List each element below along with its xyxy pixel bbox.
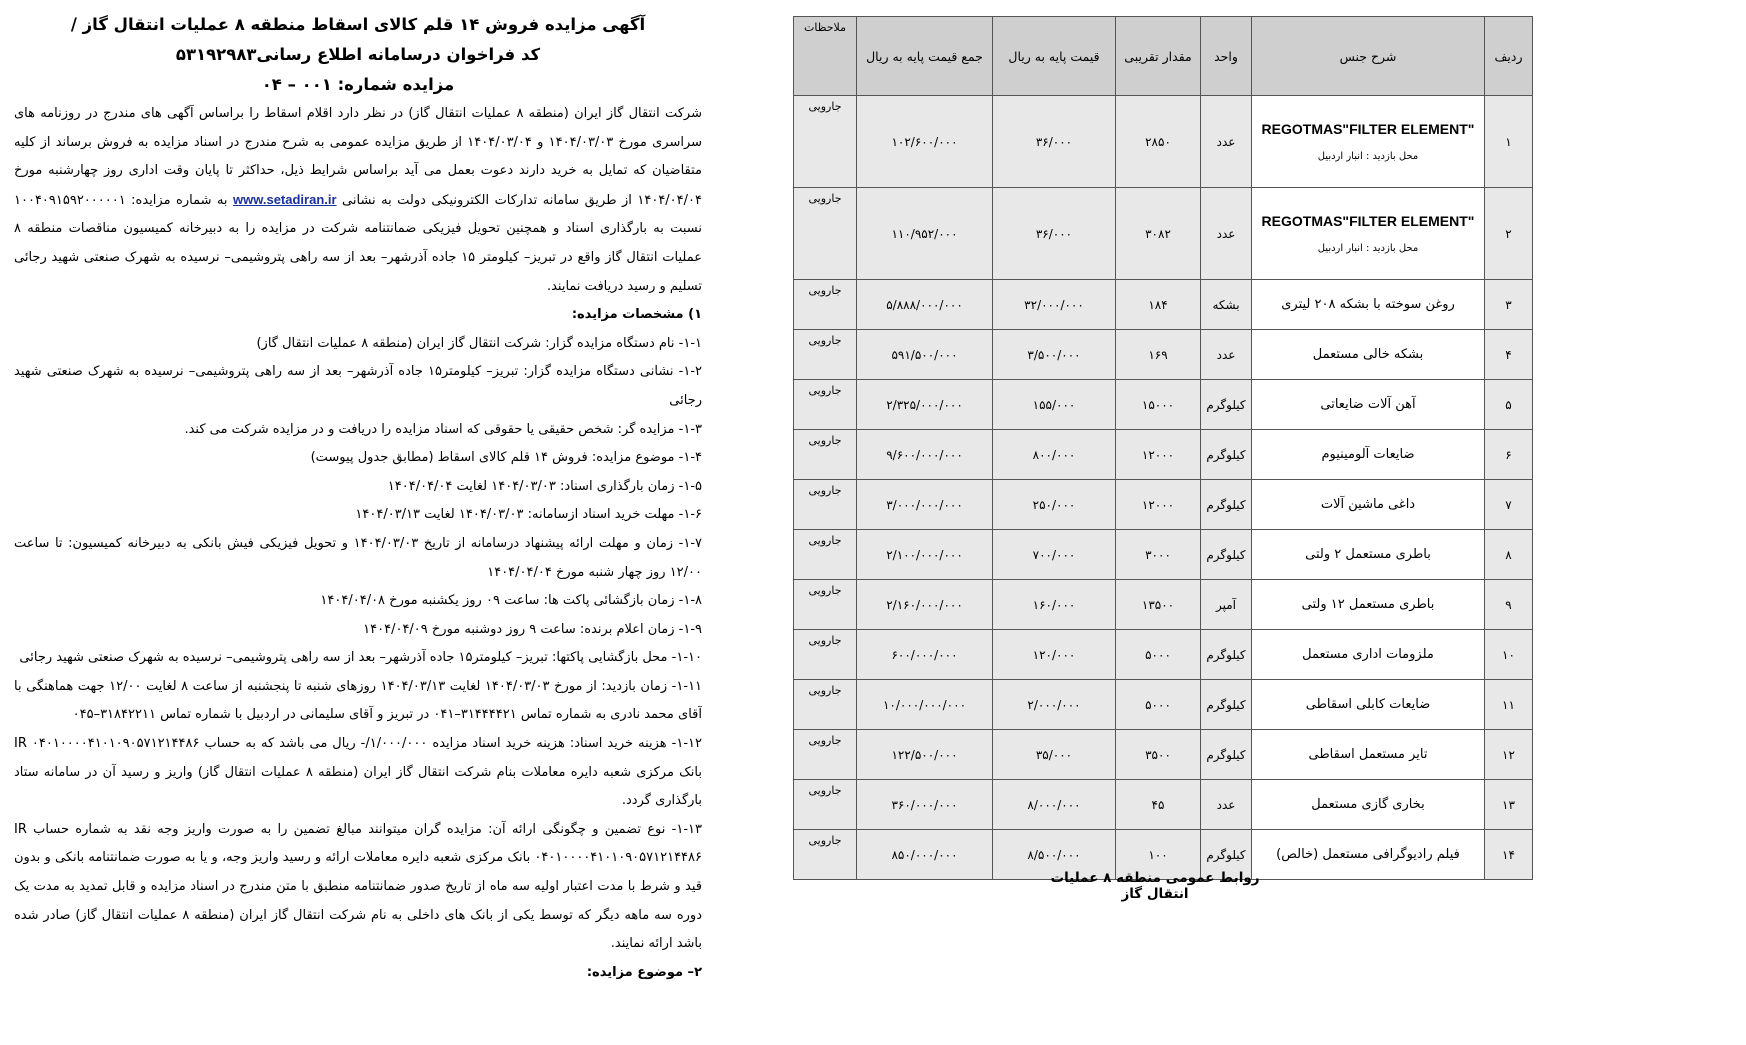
header-base-price: قیمت پایه به ریال [993, 17, 1116, 96]
spec-item: ۱-۱۲- هزینه خرید اسناد: هزینه خرید اسناد مزایده ۱/۰۰۰/۰۰۰/- ریال می باشد که به حساب IR ۰۴۰۱۰۰۰۰۴۱۰۱۰۹۰۵۷۱۲۱۴۴۸۶ بانک مرکزی شعبه دایره معاملات بنام شرکت انتقال گاز ایران (منطقه ۸ عملیات انتقال گاز) واریز و رسید آن در سامانه ستاد بارگذاری گردد. [14, 736, 702, 809]
cell-base-price: ۱۶۰/۰۰۰ [993, 580, 1116, 630]
cell-base-price: ۸۰۰/۰۰۰ [993, 430, 1116, 480]
cell-total-price: ۱۱۰/۹۵۲/۰۰۰ [857, 188, 993, 280]
section-1-heading: ۱) مشخصات مزایده: [571, 307, 702, 323]
cell-base-price: ۲۵۰/۰۰۰ [993, 480, 1116, 530]
cell-unit: کیلوگرم [1201, 380, 1252, 430]
cell-base-price: ۸/۰۰۰/۰۰۰ [993, 780, 1116, 830]
header-quantity: مقدار تقریبی [1116, 17, 1201, 96]
spec-item: ۱-۱۰- محل بازگشایی پاکتها: تبریز– کیلومتر۱۵ جاده آذرشهر– بعد از سه راهی پتروشیمی– نرسیده به شهرک صنعتی شهید رجائی [19, 650, 702, 666]
cell-description [1252, 96, 1485, 188]
cell-total-price: ۱۰/۰۰۰/۰۰۰/۰۰۰ [857, 680, 993, 730]
cell-notes: جارویی [794, 780, 857, 830]
cell-unit: عدد [1201, 330, 1252, 380]
visit-location: محل بازدید : انبار اردبیل [1317, 243, 1419, 254]
intro-text-a: شرکت انتقال گاز ایران (منطقه ۸ عملیات انتقال گاز) در نظر دارد اقلام اسقاط را براساس آگهی های مندرج در روزنامه های سراسری مورخ ۱۴۰۴/۰۳/۰۳ و ۱۴۰۴/۰۳/۰۴ از طریق مزایده عمومی به شرح مندرج در اسناد مزایده به فروش برساند از کلیه متقاضیان که تمایل به خرید دارند دعوت بعمل می آید براساس شرایط ذیل، حداکثر تا پایان وقت اداری روز چهارشنبه مورخ ۱۴۰۴/۰۴/۰۴ از طریق سامانه تدارکات الکترونیکی دولت به نشانی [14, 106, 702, 208]
cell-quantity: ۱۶۹ [1116, 330, 1201, 380]
cell-unit: کیلوگرم [1201, 680, 1252, 730]
spec-item: ۱-۹- زمان اعلام برنده: ساعت ۹ روز دوشنبه مورخ ۱۴۰۴/۰۴/۰۹ [363, 621, 702, 637]
item-name: REGOTMAS"FILTER ELEMENT" [1261, 121, 1475, 137]
cell-quantity: ۵۰۰۰ [1116, 680, 1201, 730]
cell-row-number: ۱۲ [1485, 730, 1533, 780]
cell-quantity: ۱۲۰۰۰ [1116, 430, 1201, 480]
spec-item: ۱-۱- نام دستگاه مزایده گزار: شرکت انتقال گاز ایران (منطقه ۸ عملیات انتقال گاز) [256, 335, 702, 351]
cell-unit: کیلوگرم [1201, 530, 1252, 580]
cell-total-price: ۲/۱۶۰/۰۰۰/۰۰۰ [857, 580, 993, 630]
setadiran-link[interactable]: www.setadiran.ir [233, 191, 337, 207]
cell-description: بشکه خالی مستعمل [1252, 330, 1485, 380]
cell-description: داغی ماشین آلات [1252, 480, 1485, 530]
cell-unit: عدد [1201, 188, 1252, 280]
announcement-code: کد فراخوان درسامانه اطلاع رسانی۵۳۱۹۲۹۸۳ [175, 45, 541, 64]
table-row [794, 630, 1533, 680]
cell-description [1252, 188, 1485, 280]
cell-description: فیلم رادیوگرافی مستعمل (خالص) [1252, 830, 1485, 880]
spec-item: ۱-۳- مزایده گر: شخص حقیقی یا حقوقی که اسناد مزایده را دریافت و در مزایده شرکت می کند. [184, 421, 702, 437]
cell-notes: جارویی [794, 380, 857, 430]
cell-description: ملزومات اداری مستعمل [1252, 630, 1485, 680]
table-row [794, 330, 1533, 380]
table-row [794, 530, 1533, 580]
cell-total-price: ۸۵۰/۰۰۰/۰۰۰ [857, 830, 993, 880]
intro-paragraph [14, 100, 702, 301]
announcement-title: آگهی مزایده فروش ۱۴ قلم کالای اسقاط منطقه ۸ عملیات انتقال گاز / [70, 15, 646, 34]
cell-unit: کیلوگرم [1201, 830, 1252, 880]
announcement [14, 10, 702, 1040]
cell-quantity: ۴۵ [1116, 780, 1201, 830]
cell-notes: جارویی [794, 480, 857, 530]
cell-description: ضایعات کابلی اسقاطی [1252, 680, 1485, 730]
spec-item: ۱-۶- مهلت خرید اسناد ازسامانه: ۱۴۰۴/۰۳/۰۳ لغایت ۱۴۰۴/۰۳/۱۳ [355, 507, 702, 523]
cell-row-number: ۱۳ [1485, 780, 1533, 830]
items-table [793, 16, 1533, 880]
table-row [794, 730, 1533, 780]
cell-total-price: ۳/۰۰۰/۰۰۰/۰۰۰ [857, 480, 993, 530]
cell-quantity: ۱۰۰ [1116, 830, 1201, 880]
cell-base-price: ۸/۵۰۰/۰۰۰ [993, 830, 1116, 880]
cell-unit: کیلوگرم [1201, 480, 1252, 530]
cell-base-price: ۱۲۰/۰۰۰ [993, 630, 1116, 680]
cell-base-price: ۳۲/۰۰۰/۰۰۰ [993, 280, 1116, 330]
cell-notes: جارویی [794, 730, 857, 780]
cell-base-price: ۳/۵۰۰/۰۰۰ [993, 330, 1116, 380]
cell-total-price: ۵۹۱/۵۰۰/۰۰۰ [857, 330, 993, 380]
cell-unit: کیلوگرم [1201, 730, 1252, 780]
cell-base-price: ۲/۰۰۰/۰۰۰ [993, 680, 1116, 730]
cell-notes: جارویی [794, 680, 857, 730]
cell-quantity: ۳۰۸۲ [1116, 188, 1201, 280]
cell-row-number: ۴ [1485, 330, 1533, 380]
cell-unit: عدد [1201, 780, 1252, 830]
cell-unit: عدد [1201, 96, 1252, 188]
cell-row-number: ۶ [1485, 430, 1533, 480]
table-row [794, 96, 1533, 188]
cell-notes: جارویی [794, 580, 857, 630]
header-unit: واحد [1201, 17, 1252, 96]
spec-item: ۱-۲- نشانی دستگاه مزایده گزار: تبریز– کیلومتر۱۵ جاده آذرشهر– بعد از سه راهی پتروشیمی– نرسیده به شهرک صنعتی شهید رجائی [14, 364, 702, 408]
table-row [794, 580, 1533, 630]
footer-signature: روابط عمومی منطقه ۸ عملیات انتقال گاز [1050, 870, 1260, 902]
cell-notes: جارویی [794, 430, 857, 480]
cell-notes: جارویی [794, 96, 857, 188]
cell-total-price: ۵/۸۸۸/۰۰۰/۰۰۰ [857, 280, 993, 330]
cell-total-price: ۶۰۰/۰۰۰/۰۰۰ [857, 630, 993, 680]
section-2-heading: ۲– موضوع مزایده: [586, 964, 702, 980]
cell-description: باطری مستعمل ۱۲ ولتی [1252, 580, 1485, 630]
table-row [794, 680, 1533, 730]
cell-description: ضایعات آلومینیوم [1252, 430, 1485, 480]
cell-quantity: ۱۳۵۰۰ [1116, 580, 1201, 630]
cell-description: باطری مستعمل ۲ ولتی [1252, 530, 1485, 580]
cell-base-price: ۳۵/۰۰۰ [993, 730, 1116, 780]
table-row [794, 480, 1533, 530]
spec-item: ۱-۴- موضوع مزایده: فروش ۱۴ قلم کالای اسقاط (مطابق جدول پیوست) [310, 450, 702, 466]
table-row [794, 380, 1533, 430]
cell-base-price: ۳۶/۰۰۰ [993, 188, 1116, 280]
cell-row-number: ۸ [1485, 530, 1533, 580]
spec-item: ۱-۱۱- زمان بازدید: از مورخ ۱۴۰۴/۰۳/۰۳ لغایت ۱۴۰۴/۰۳/۱۳ روزهای شنبه تا پنجشنبه از ساعت ۸ لغایت ۱۲/۰۰ جهت هماهنگی با آقای محمد نادری به شماره تماس ۳۱۴۴۴۴۲۱–۰۴۱ در تبریز و آقای سلیمانی در اردبیل با شماره تماس ۳۱۸۴۲۲۱۱–۰۴۵ [14, 678, 702, 723]
auction-number: مزایده شماره: ۰۰۱ – ۰۴ [261, 75, 455, 94]
cell-notes: جارویی [794, 530, 857, 580]
cell-description: آهن آلات ضایعاتی [1252, 380, 1485, 430]
header-notes: ملاحظات [794, 17, 857, 96]
cell-total-price: ۲/۱۰۰/۰۰۰/۰۰۰ [857, 530, 993, 580]
header-row-number: ردیف [1485, 17, 1533, 96]
cell-quantity: ۳۰۰۰ [1116, 530, 1201, 580]
cell-base-price: ۳۶/۰۰۰ [993, 96, 1116, 188]
spec-item: ۱-۵- زمان بارگذاری اسناد: ۱۴۰۴/۰۳/۰۳ لغایت ۱۴۰۴/۰۴/۰۴ [387, 478, 702, 494]
header-total-price: جمع قیمت پایه به ریال [857, 17, 993, 96]
cell-total-price: ۱۰۲/۶۰۰/۰۰۰ [857, 96, 993, 188]
cell-total-price: ۲/۳۲۵/۰۰۰/۰۰۰ [857, 380, 993, 430]
cell-quantity: ۳۵۰۰ [1116, 730, 1201, 780]
cell-row-number: ۱ [1485, 96, 1533, 188]
cell-quantity: ۱۲۰۰۰ [1116, 480, 1201, 530]
cell-description: روغن سوخته با بشکه ۲۰۸ لیتری [1252, 280, 1485, 330]
cell-total-price: ۹/۶۰۰/۰۰۰/۰۰۰ [857, 430, 993, 480]
cell-notes: جارویی [794, 830, 857, 880]
header-description: شرح جنس [1252, 17, 1485, 96]
cell-unit: کیلوگرم [1201, 630, 1252, 680]
cell-unit: آمپر [1201, 580, 1252, 630]
cell-quantity: ۱۸۴ [1116, 280, 1201, 330]
cell-row-number: ۱۰ [1485, 630, 1533, 680]
cell-quantity: ۱۵۰۰۰ [1116, 380, 1201, 430]
table-body [794, 96, 1533, 880]
cell-base-price: ۱۵۵/۰۰۰ [993, 380, 1116, 430]
auction-specs-list [14, 330, 702, 959]
cell-total-price: ۳۶۰/۰۰۰/۰۰۰ [857, 780, 993, 830]
cell-notes: جارویی [794, 330, 857, 380]
cell-row-number: ۲ [1485, 188, 1533, 280]
cell-unit: کیلوگرم [1201, 430, 1252, 480]
table-row [794, 188, 1533, 280]
cell-base-price: ۷۰۰/۰۰۰ [993, 530, 1116, 580]
cell-row-number: ۵ [1485, 380, 1533, 430]
cell-quantity: ۵۰۰۰ [1116, 630, 1201, 680]
cell-description: تایر مستعمل اسقاطی [1252, 730, 1485, 780]
cell-notes: جارویی [794, 280, 857, 330]
cell-row-number: ۳ [1485, 280, 1533, 330]
table-row [794, 780, 1533, 830]
cell-total-price: ۱۲۲/۵۰۰/۰۰۰ [857, 730, 993, 780]
cell-row-number: ۱۱ [1485, 680, 1533, 730]
cell-row-number: ۹ [1485, 580, 1533, 630]
cell-quantity: ۲۸۵۰ [1116, 96, 1201, 188]
cell-notes: جارویی [794, 188, 857, 280]
intro-text-b: به شماره مزایده: ۱۰۰۴۰۹۱۵۹۲۰۰۰۰۰۱ نسبت به بارگذاری اسناد و همچنین تحویل فیزیکی ضمانتنامه شرکت در مزایده را به دبیرخانه کمیسیون مناقصات منطقه ۸ عملیات انتقال گاز واقع در تبریز– کیلومتر ۱۵ جاده آذرشهر– بعد از سه راهی پتروشیمی– نرسیده به شهرک صنعتی شهید رجائی تسلیم و رسید دریافت نمایند. [14, 192, 702, 294]
spec-item: ۱-۱۳- نوع تضمین و چگونگی ارائه آن: مزایده گران میتوانند مبالغ تضمین را به صورت واریز وجه نقد به شماره حساب IR ۰۴۰۱۰۰۰۰۴۱۰۱۰۹۰۵۷۱۲۱۴۴۸۶ بانک مرکزی شعبه دایره معاملات ارائه و رسید واریز وجه، و یا به صورت ضمانتنامه بانکی و بدون قید و شرط با مدت اعتبار اولیه سه ماه از تاریخ صدور ضمانتنامه منطبق با متن مندرج در اسناد مزایده و قابل تمدید به مدت یک دوره سه ماهه دیگر که توسط یکی از بانک های داخلی به نام شرکت انتقال گاز ایران (منطقه ۸ عملیات انتقال گاز) صادر شده باشد ارائه نمایند. [14, 821, 702, 952]
spec-item: ۱-۷- زمان و مهلت ارائه پیشنهاد درسامانه از تاریخ ۱۴۰۴/۰۳/۰۳ و تحویل فیزیکی فیش بانکی به دبیرخانه کمیسیون: تا ساعت ۱۲/۰۰ روز چهار شنبه مورخ ۱۴۰۴/۰۴/۰۴ [14, 535, 702, 580]
cell-row-number: ۱۴ [1485, 830, 1533, 880]
cell-unit: بشکه [1201, 280, 1252, 330]
table-row [794, 430, 1533, 480]
spec-item: ۱-۸- زمان بازگشائی پاکت ها: ساعت ۰۹ روز یکشنبه مورخ ۱۴۰۴/۰۴/۰۸ [320, 593, 702, 609]
item-name: REGOTMAS"FILTER ELEMENT" [1261, 213, 1475, 229]
items-table-wrapper [793, 16, 1532, 880]
visit-location: محل بازدید : انبار اردبیل [1317, 151, 1419, 162]
cell-description: بخاری گازی مستعمل [1252, 780, 1485, 830]
cell-row-number: ۷ [1485, 480, 1533, 530]
table-header-row [794, 17, 1533, 96]
table-row [794, 280, 1533, 330]
cell-notes: جارویی [794, 630, 857, 680]
